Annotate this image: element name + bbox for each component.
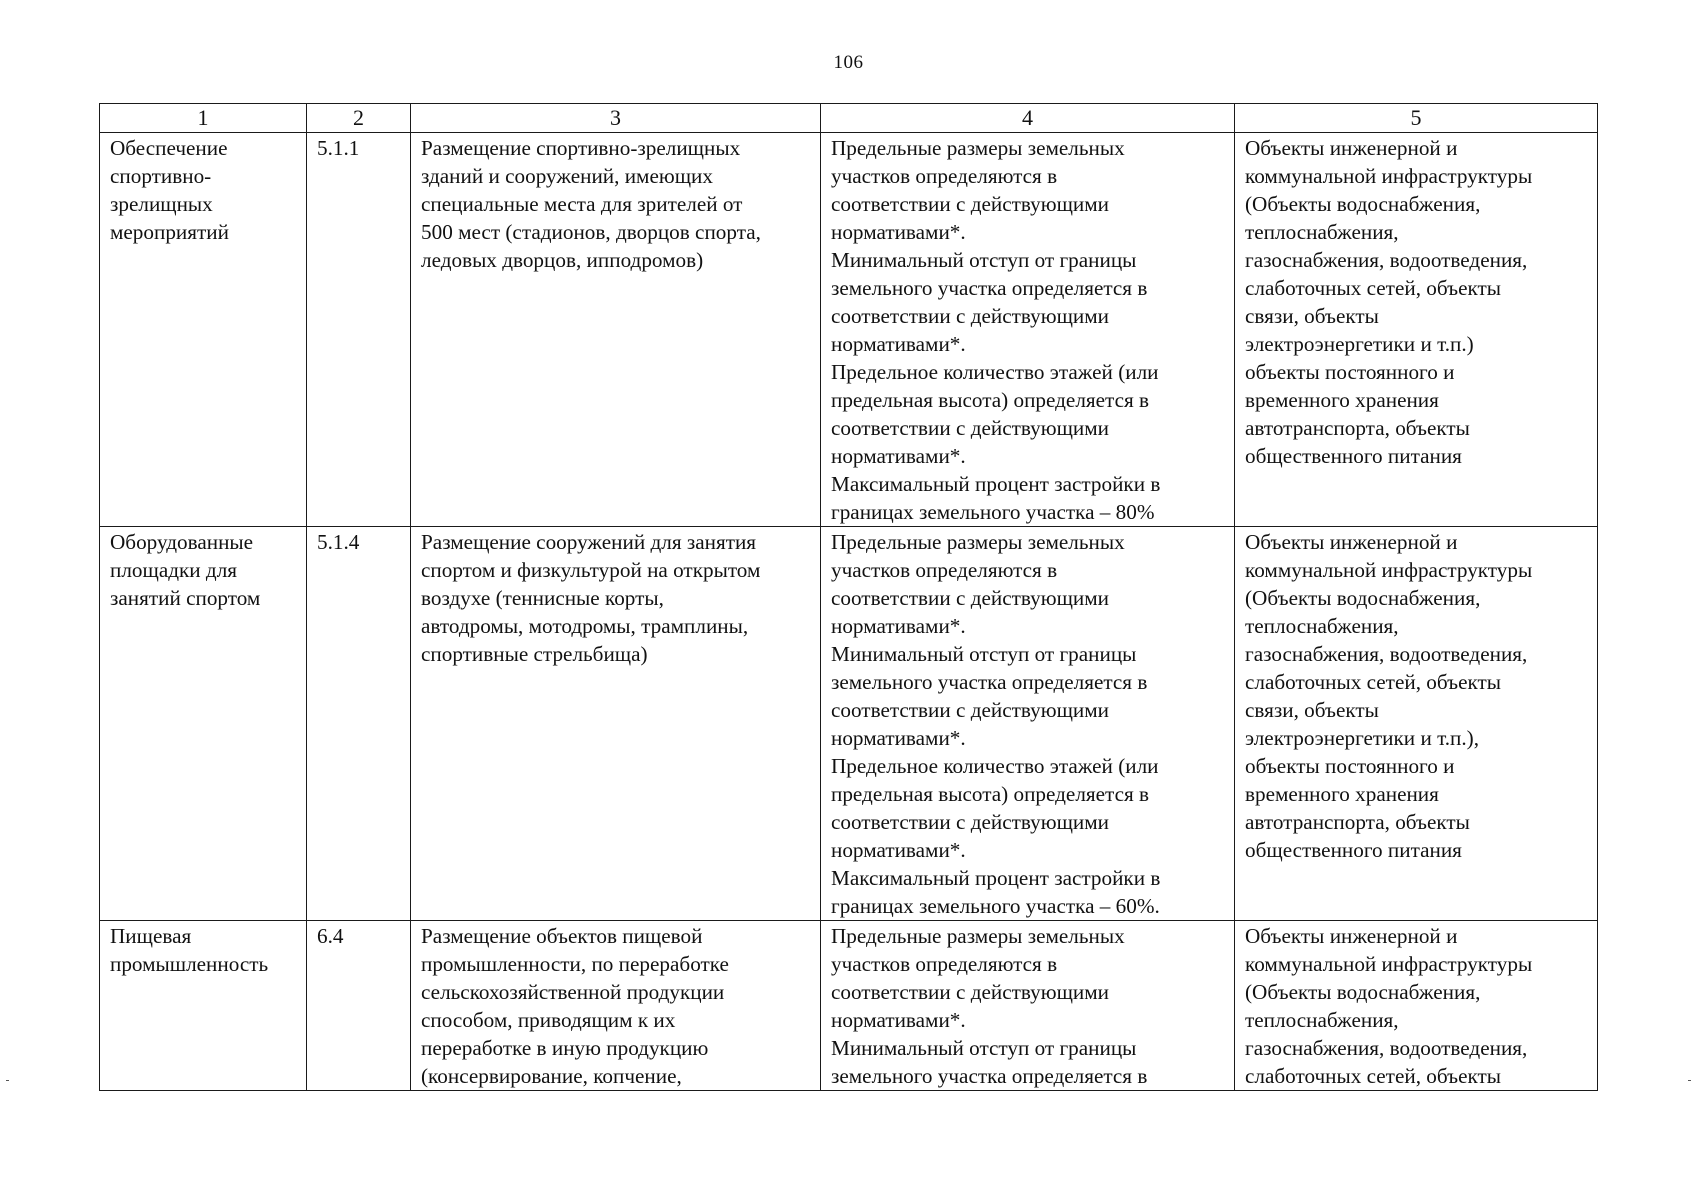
use-name-cell <box>100 133 307 527</box>
column-header-4: 4 <box>821 104 1235 133</box>
use-parameters-cell <box>821 133 1235 527</box>
use-name: Пищевая промышленность <box>110 924 269 976</box>
use-code-cell <box>307 133 411 527</box>
use-code: 5.1.4 <box>317 530 360 554</box>
table-header-row <box>100 104 1598 133</box>
column-header-2: 2 <box>307 104 411 133</box>
column-header-3: 3 <box>411 104 821 133</box>
land-use-table <box>99 103 1598 1091</box>
auxiliary-uses: Объекты инженерной и коммунальной инфраструктуры (Объекты водоснабжения, теплоснабжения, газоснабжения, водоотведения, слаботочных сетей, объекты <box>1245 924 1533 1088</box>
auxiliary-uses-cell <box>1235 527 1598 921</box>
use-parameters: Предельные размеры земельных участков определяются в соответствии с действующими нормативами*. Минимальный отступ от границы земельного участка определяется в <box>831 924 1148 1088</box>
use-parameters: Предельные размеры земельных участков определяются в соответствии с действующими нормативами*. Минимальный отступ от границы земельного участка определяется в соответствии с действующими нормативами*. Предельное количество этажей (или предельная высота) определяется в соответствии с действующими нормативами*. Максимальный процент застройки в границах земельного участка – 80% <box>831 136 1161 524</box>
use-name-cell <box>100 921 307 1091</box>
use-description-cell <box>411 921 821 1091</box>
use-parameters: Предельные размеры земельных участков определяются в соответствии с действующими нормативами*. Минимальный отступ от границы земельного участка определяется в соответствии с действующими нормативами*. Предельное количество этажей (или предельная высота) определяется в соответствии с действующими нормативами*. Максимальный процент застройки в границах земельного участка – 60%. <box>831 530 1161 918</box>
scan-edge-mark <box>1688 1080 1691 1081</box>
use-code: 5.1.1 <box>317 136 360 160</box>
auxiliary-uses: Объекты инженерной и коммунальной инфраструктуры (Объекты водоснабжения, теплоснабжения, газоснабжения, водоотведения, слаботочных сетей, объекты связи, объекты электроэнергетики и т.п.), объекты постоянного и временного хранения автотранспорта, объекты общественного питания <box>1245 530 1533 862</box>
scan-edge-mark <box>6 1080 9 1081</box>
auxiliary-uses: Объекты инженерной и коммунальной инфраструктуры (Объекты водоснабжения, теплоснабжения, газоснабжения, водоотведения, слаботочных сетей, объекты связи, объекты электроэнергетики и т.п.) объекты постоянного и временного хранения автотранспорта, объекты общественного питания <box>1245 136 1533 468</box>
use-code-cell <box>307 921 411 1091</box>
use-code: 6.4 <box>317 924 344 948</box>
auxiliary-uses-cell <box>1235 133 1598 527</box>
table-row <box>100 133 1598 527</box>
use-parameters-cell <box>821 527 1235 921</box>
table-row <box>100 527 1598 921</box>
use-name: Обеспечение спортивно- зрелищных мероприятий <box>110 136 229 244</box>
use-description: Размещение объектов пищевой промышленности, по переработке сельскохозяйственной продукции способом, приводящим к их переработке в иную продукцию (консервирование, копчение, <box>421 924 729 1088</box>
page-number: 106 <box>833 52 864 73</box>
auxiliary-uses-cell <box>1235 921 1598 1091</box>
use-code-cell <box>307 527 411 921</box>
use-description-cell <box>411 133 821 527</box>
use-name: Оборудованные площадки для занятий спортом <box>110 530 261 610</box>
use-parameters-cell <box>821 921 1235 1091</box>
use-name-cell <box>100 527 307 921</box>
use-description: Размещение спортивно-зрелищных зданий и сооружений, имеющих специальные места для зрителей от 500 мест (стадионов, дворцов спорта, ледовых дворцов, ипподромов) <box>421 136 761 272</box>
use-description-cell <box>411 527 821 921</box>
column-header-1: 1 <box>100 104 307 133</box>
column-header-5: 5 <box>1235 104 1598 133</box>
table-row <box>100 921 1598 1091</box>
use-description: Размещение сооружений для занятия спортом и физкультурой на открытом воздухе (теннисные корты, автодромы, мотодромы, трамплины, спортивные стрельбища) <box>421 530 761 666</box>
